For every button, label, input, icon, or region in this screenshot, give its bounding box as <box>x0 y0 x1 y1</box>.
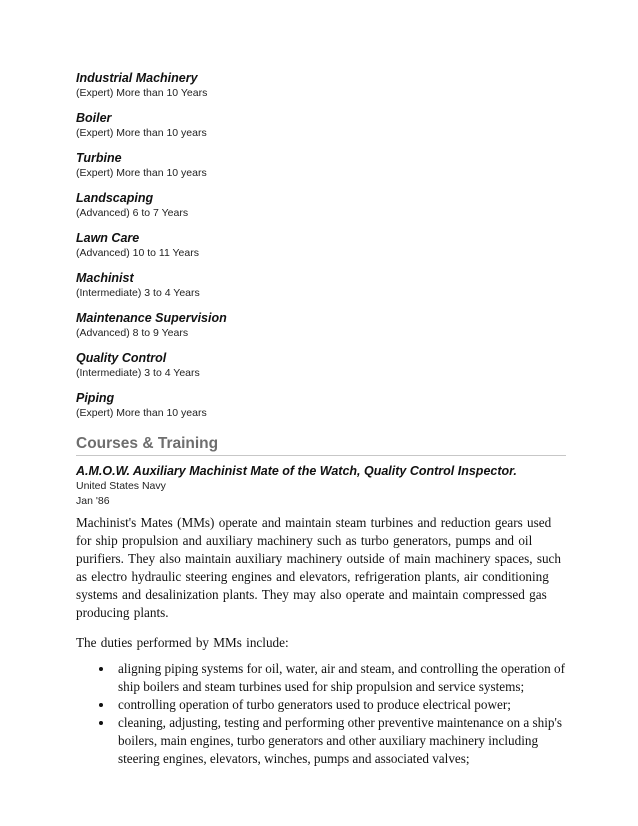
skill-name: Turbine <box>76 151 122 165</box>
skill-name: Lawn Care <box>76 231 140 245</box>
skill-name: Machinist <box>76 271 134 285</box>
skill-item <box>76 230 566 261</box>
skill-item <box>76 190 566 221</box>
list-item: • controlling operation of turbo generators used to produce electrical power; <box>114 696 566 714</box>
skill-level: (Intermediate) 3 to 4 Years <box>76 367 200 379</box>
course-organization: United States Navy <box>76 480 166 492</box>
resume-page <box>76 70 566 768</box>
skill-level: (Intermediate) 3 to 4 Years <box>76 287 200 299</box>
skill-name: Boiler <box>76 111 112 125</box>
skill-level: (Expert) More than 10 years <box>76 127 207 139</box>
course-title: A.M.O.W. Auxiliary Machinist Mate of the Watch, Quality Control Inspector. <box>76 464 517 478</box>
skill-name: Piping <box>76 391 115 405</box>
skill-name: Quality Control <box>76 351 167 365</box>
duties-intro: The duties performed by MMs include: <box>76 635 289 650</box>
skill-item <box>76 70 566 101</box>
skill-level: (Advanced) 8 to 9 Years <box>76 327 189 339</box>
skill-level: (Expert) More than 10 Years <box>76 87 208 99</box>
skill-name: Industrial Machinery <box>76 71 198 85</box>
course-description: Machinist's Mates (MMs) operate and maintain steam turbines and reduction gears used for ship propulsion and auxiliary machinery such as turbo generators, pumps and oil purifiers. They also maintain auxiliary machinery outside of main machinery spaces, such as electro hydraulic steering engines and elevators, refrigeration plants, air conditioning systems and desalinization plants. They may also operate and maintain compressed gas producing plants. <box>76 515 561 620</box>
skill-level: (Expert) More than 10 years <box>76 167 207 179</box>
skill-item <box>76 350 566 381</box>
skill-item <box>76 110 566 141</box>
section-title-courses: Courses & Training <box>76 435 566 456</box>
skill-name: Landscaping <box>76 191 154 205</box>
course-date: Jan '86 <box>76 495 110 507</box>
duties-list <box>76 660 566 768</box>
list-item: • cleaning, adjusting, testing and performing other preventive maintenance on a ship's boilers, main engines, turbo generators and other auxiliary machinery including steering engines, elevators, winches, pumps and associated valves; <box>114 714 566 768</box>
skills-list <box>76 70 566 421</box>
skill-name: Maintenance Supervision <box>76 311 227 325</box>
skill-item <box>76 310 566 341</box>
skill-level: (Advanced) 10 to 11 Years <box>76 247 199 259</box>
list-item: • aligning piping systems for oil, water, air and steam, and controlling the operation of ship boilers and steam turbines used for ship propulsion and service systems; <box>114 660 566 696</box>
skill-level: (Expert) More than 10 years <box>76 407 207 419</box>
skill-level: (Advanced) 6 to 7 Years <box>76 207 189 219</box>
skill-item <box>76 270 566 301</box>
skill-item <box>76 390 566 421</box>
course-entry <box>76 463 566 768</box>
skill-item <box>76 150 566 181</box>
